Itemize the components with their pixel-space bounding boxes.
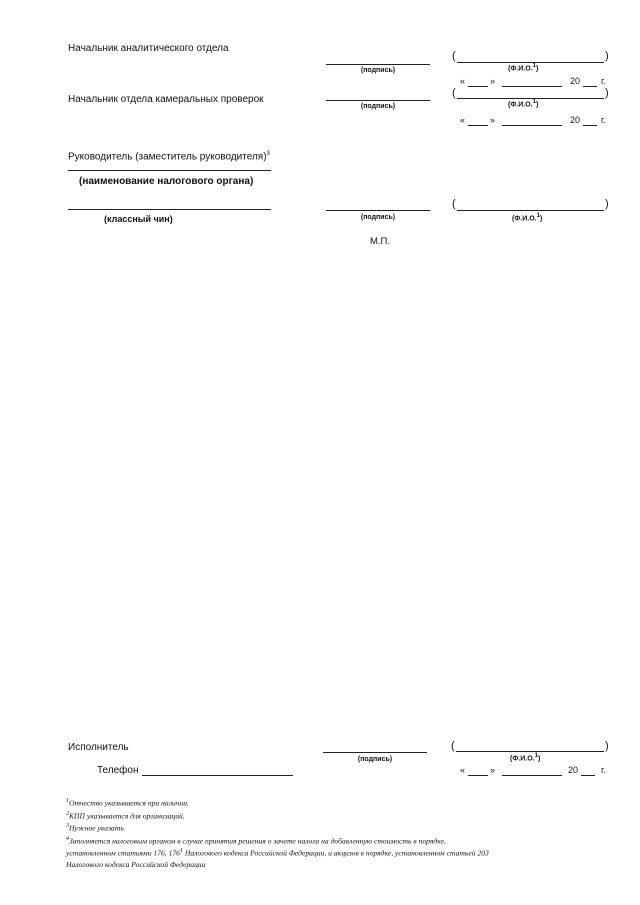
analytics-head-year-line[interactable] bbox=[583, 86, 597, 87]
audit-head-year-prefix: 20 bbox=[570, 115, 581, 125]
analytics-head-signature-line[interactable] bbox=[326, 64, 430, 65]
director-rank-line[interactable] bbox=[68, 209, 271, 210]
director-title: Руководитель (заместитель руководителя)$^3$ bbox=[68, 151, 270, 163]
director-fio-open: ( bbox=[452, 198, 456, 210]
executor-day-line[interactable] bbox=[468, 775, 488, 776]
analytics-head-day-line[interactable] bbox=[468, 86, 488, 87]
executor-fio-caption: (Ф.И.О.1) bbox=[510, 753, 541, 763]
executor-signature-line[interactable] bbox=[323, 752, 427, 753]
director-org-line[interactable] bbox=[68, 170, 271, 171]
analytics-head-date-close: » bbox=[490, 76, 496, 86]
analytics-head-fio-open: ( bbox=[452, 50, 456, 62]
director-signature-caption: (подпись) bbox=[360, 214, 396, 221]
audit-head-signature-caption: (подпись) bbox=[360, 103, 396, 110]
executor-fio-line[interactable] bbox=[456, 751, 604, 752]
executor-fio-close: ) bbox=[605, 740, 609, 752]
footnote-4: $^4$Заполняется налоговым органом в случае принятия решения о зачете налога на добавленную стоимость в порядке, bbox=[66, 835, 446, 846]
audit-head-signature-line[interactable] bbox=[326, 100, 430, 101]
footnote-4-line-3: Налогового кодекса Российской Федерации bbox=[66, 859, 206, 869]
executor-year-line[interactable] bbox=[581, 775, 595, 776]
analytics-head-date-open: « bbox=[460, 76, 466, 86]
executor-phone-line[interactable] bbox=[142, 775, 293, 776]
analytics-head-title: Начальник аналитического отдела bbox=[68, 43, 229, 54]
audit-head-year-line[interactable] bbox=[583, 125, 597, 126]
executor-year-suffix: г. bbox=[601, 765, 606, 775]
footnote-4-line-2: установленном статьями 176, $176^1$ Налогового кодекса Российской Федерации, и акцизов в порядке, установленном статьей 203 bbox=[66, 848, 489, 858]
director-fio-caption: (Ф.И.О.1) bbox=[512, 213, 543, 223]
audit-head-title: Начальник отдела камеральных проверок bbox=[68, 94, 264, 105]
executor-date-close: » bbox=[490, 765, 496, 775]
director-signature-line[interactable] bbox=[326, 210, 430, 211]
analytics-head-fio-close: ) bbox=[605, 50, 609, 62]
audit-head-date-close: » bbox=[490, 115, 496, 125]
audit-head-year-suffix: г. bbox=[601, 115, 606, 125]
analytics-head-signature-caption: (подпись) bbox=[360, 67, 396, 74]
audit-head-month-line[interactable] bbox=[502, 125, 562, 126]
analytics-head-year-suffix: г. bbox=[601, 76, 606, 86]
footnote-2: $^2$КПП указывается для организаций. bbox=[66, 810, 185, 821]
analytics-head-year-prefix: 20 bbox=[570, 76, 581, 86]
audit-head-day-line[interactable] bbox=[468, 125, 488, 126]
audit-head-date-open: « bbox=[460, 115, 466, 125]
stamp-label: М.П. bbox=[370, 236, 391, 247]
audit-head-fio-close: ) bbox=[605, 87, 609, 99]
executor-fio-open: ( bbox=[451, 740, 455, 752]
footnote-1: $^1$Отчество указывается при наличии. bbox=[66, 798, 189, 808]
analytics-head-fio-caption: (Ф.И.О.1) bbox=[508, 63, 539, 73]
executor-title: Исполнитель bbox=[68, 742, 129, 753]
executor-year-prefix: 20 bbox=[568, 765, 579, 775]
executor-phone-label: Телефон bbox=[97, 765, 139, 776]
footnotes bbox=[66, 796, 489, 870]
director-fio-line[interactable] bbox=[457, 210, 604, 211]
audit-head-fio-caption: (Ф.И.О.1) bbox=[508, 99, 539, 109]
director-rank-caption: (классный чин) bbox=[104, 214, 173, 224]
executor-month-line[interactable] bbox=[502, 775, 562, 776]
executor-date-open: « bbox=[460, 765, 466, 775]
director-fio-close: ) bbox=[605, 198, 609, 210]
director-org-caption: (наименование налогового органа) bbox=[79, 176, 254, 187]
audit-head-fio-open: ( bbox=[452, 87, 456, 99]
footnote-3: $^3$Нужное указать bbox=[66, 823, 124, 833]
analytics-head-month-line[interactable] bbox=[502, 86, 562, 87]
executor-signature-caption: (подпись) bbox=[357, 756, 393, 763]
